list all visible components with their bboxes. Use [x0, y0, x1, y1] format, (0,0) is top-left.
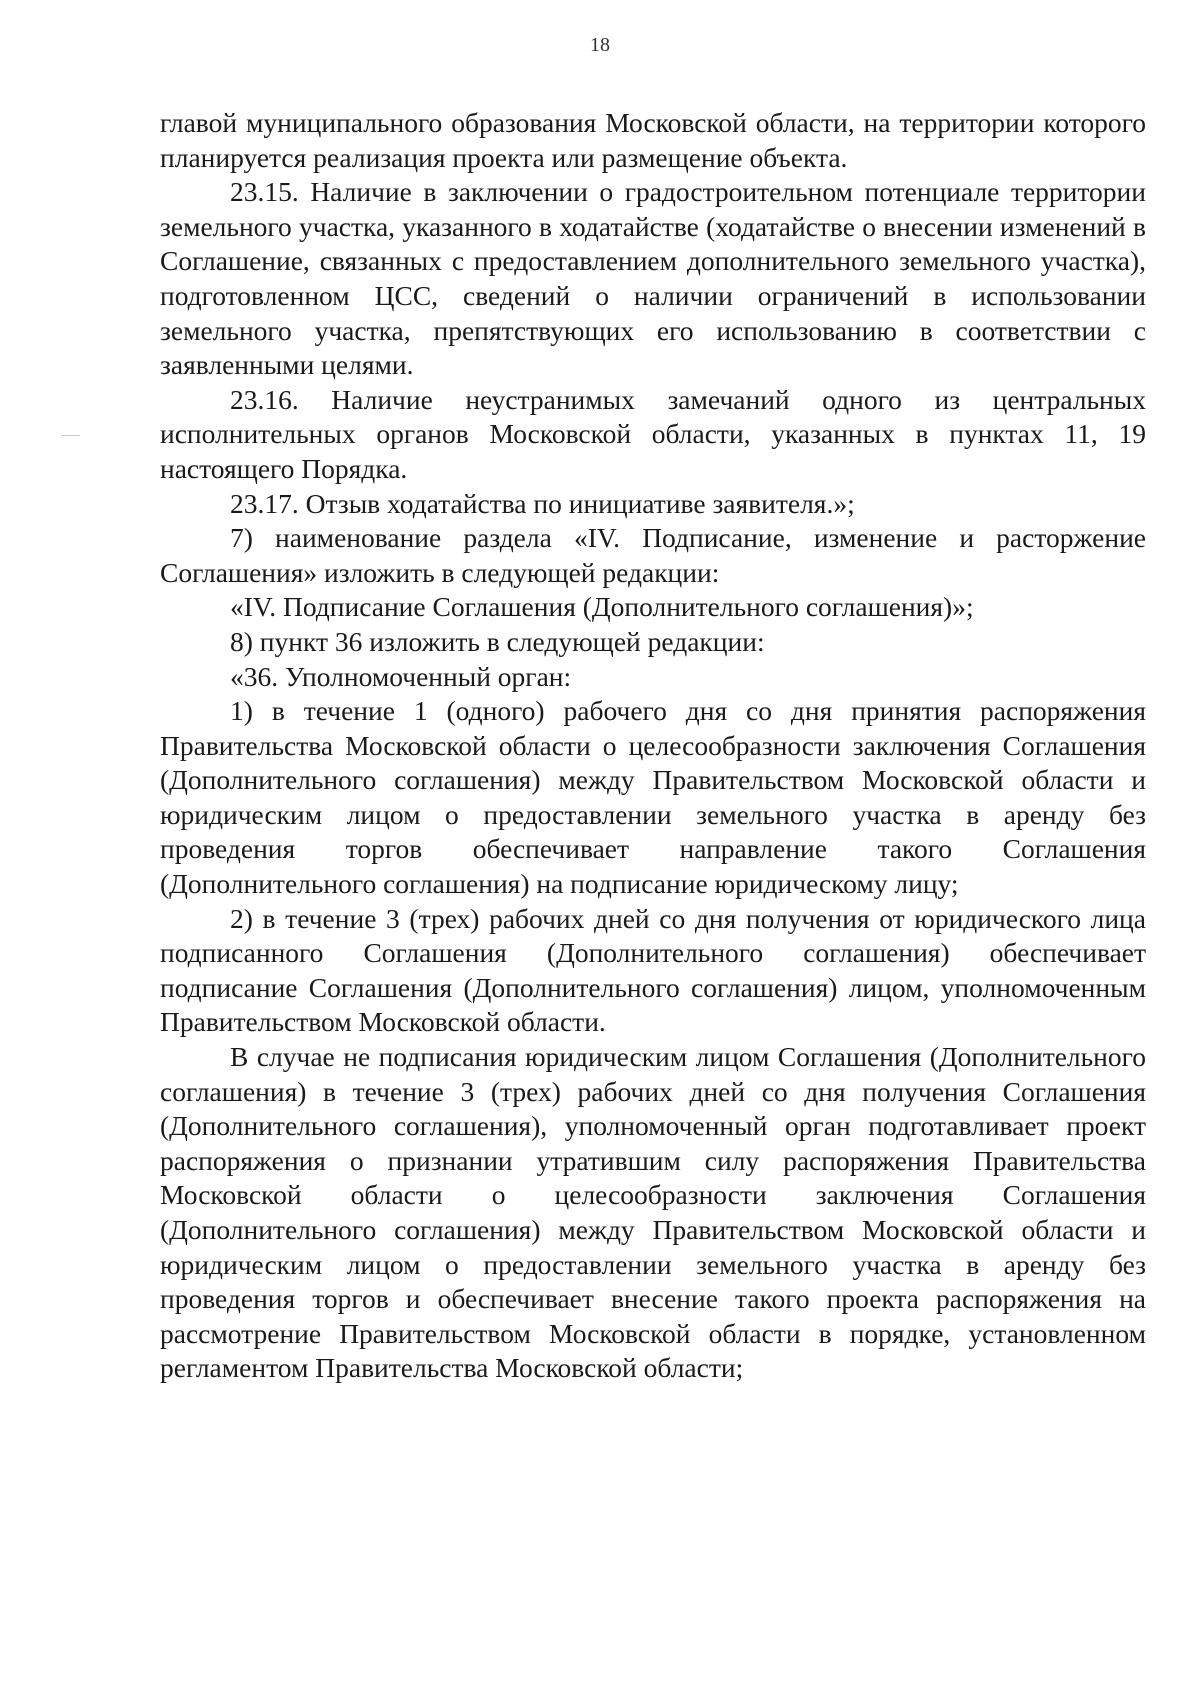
paragraph-23-15: 23.15. Наличие в заключении о градостроительном потенциале территории земельного участка, указанного в ходатайстве (ходатайстве о внесении изменений в Соглашение, связанных с предоставлением дополнительного земельного участка), подготовленном ЦСС, сведений о наличии ограничений в использовании земельного участка, препятствующих его использованию в соответствии с заявленными целями. [160, 176, 1146, 381]
paragraph-continuation: главой муниципального образования Московской области, на территории которого планируется реализация проекта или размещение объекта. [160, 107, 1146, 173]
paragraph-item-7: 7) наименование раздела «IV. Подписание, изменение и расторжение Соглашения» изложить в следующей редакции: [160, 522, 1146, 588]
document-body [160, 106, 1146, 1386]
margin-mark [62, 435, 80, 436]
paragraph-23-17: 23.17. Отзыв ходатайства по инициативе заявителя.»; [230, 487, 855, 519]
paragraph-23-16: 23.16. Наличие неустранимых замечаний одного из центральных исполнительных органов Московской области, указанных в пунктах 11, 19 настоящего Порядка. [160, 383, 1146, 484]
paragraph-36-subitem-2: 2) в течение 3 (трех) рабочих дней со дня получения от юридического лица подписанного Соглашения (Дополнительного соглашения) обеспечивает подписание Соглашения (Дополнительного соглашения) лицом, уполномоченным Правительством Московской области. [160, 902, 1146, 1038]
page-number: 18 [590, 34, 610, 56]
paragraph-36-subitem-1: 1) в течение 1 (одного) рабочего дня со дня принятия распоряжения Правительства Московской области о целесообразности заключения Соглашения (Дополнительного соглашения) между Правительством Московской области и юридическим лицом о предоставлении земельного участка в аренду без проведения торгов обеспечивает направление такого Соглашения (Дополнительного соглашения) на подписание юридическому лицу; [160, 695, 1146, 900]
paragraph-item-8: 8) пункт 36 изложить в следующей редакции: [230, 625, 765, 657]
paragraph-non-signing-case: В случае не подписания юридическим лицом Соглашения (Дополнительного соглашения) в течение 3 (трех) рабочих дней со дня получения Соглашения (Дополнительного соглашения), уполномоченный орган подготавливает проект распоряжения о признании утратившим силу распоряжения Правительства Московской области о целесообразности заключения Соглашения (Дополнительного соглашения) между Правительством Московской области и юридическим лицом о предоставлении земельного участка в аренду без проведения торгов и обеспечивает внесение такого проекта распоряжения на рассмотрение Правительством Московской области в порядке, установленном регламентом Правительства Московской области; [160, 1041, 1146, 1384]
paragraph-36-heading: «36. Уполномоченный орган: [230, 660, 572, 692]
paragraph-section-title: «IV. Подписание Соглашения (Дополнительного соглашения)»; [230, 591, 974, 623]
